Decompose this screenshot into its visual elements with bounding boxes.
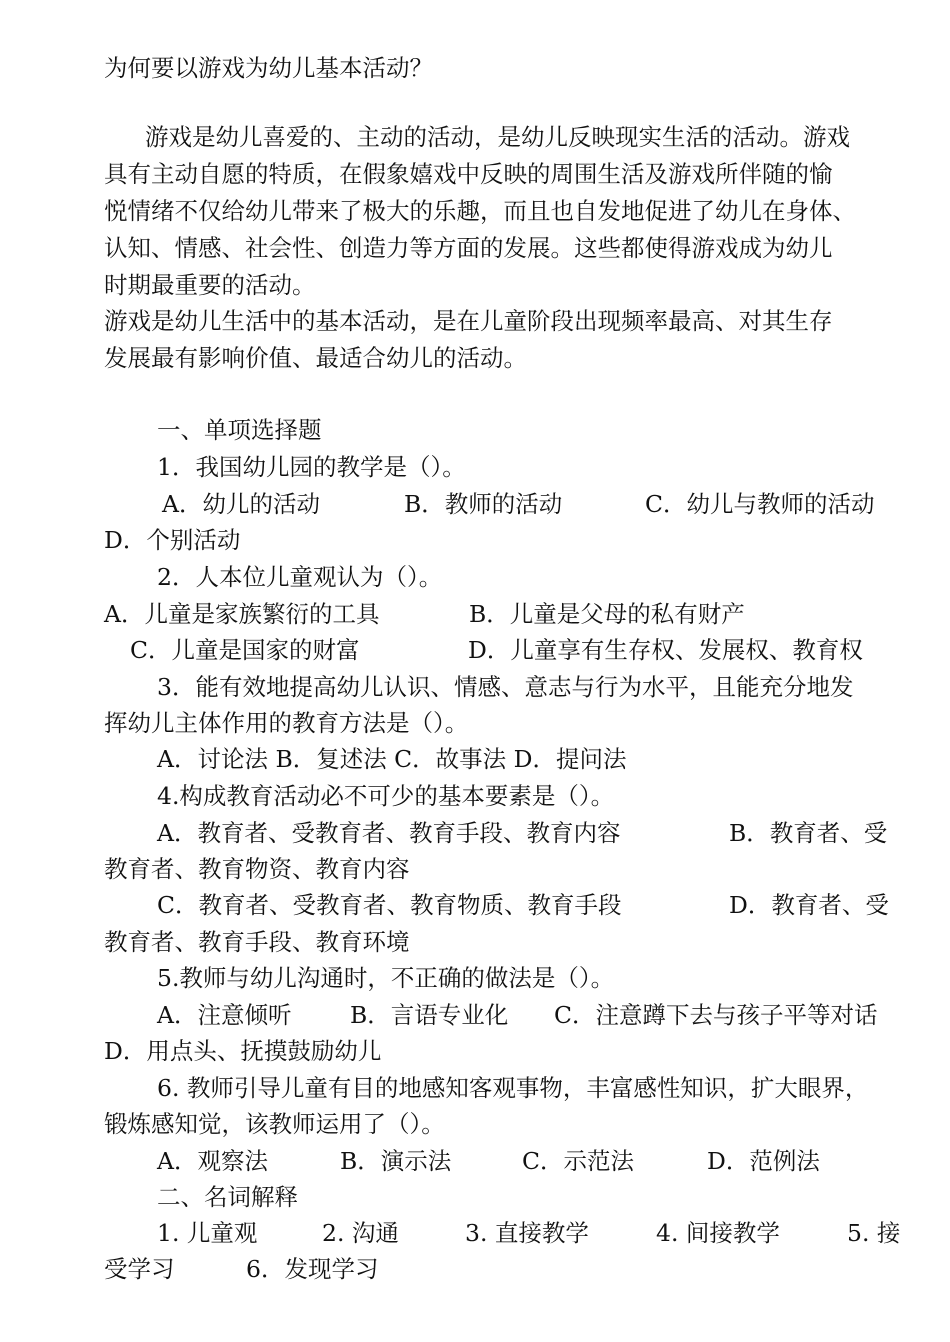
q6-option-d: D．范例法 <box>707 1147 820 1175</box>
q4-option-c: C．教育者、受教育者、教育物质、教育手段 <box>157 891 622 919</box>
section-heading-choice: 一、单项选择题 <box>157 416 322 444</box>
q5-option-b: B．言语专业化 <box>350 1001 509 1029</box>
terms-row-1 <box>157 1215 902 1251</box>
q4-option-a: A．教育者、受教育者、教育手段、教育内容 <box>157 819 621 847</box>
terms-row-2 <box>104 1251 904 1287</box>
q2-options-row-1 <box>104 596 904 632</box>
para1-line-4: 认知、情感、社会性、创造力等方面的发展。这些都使得游戏成为幼儿 <box>104 234 833 262</box>
term-5-cont: 受学习 <box>104 1255 175 1283</box>
q4-option-d: D．教育者、受 <box>729 891 889 919</box>
q2-option-d: D．儿童享有生存权、发展权、教育权 <box>468 636 863 664</box>
term-4: 4. 间接教学 <box>656 1219 780 1247</box>
q4-option-b: B．教育者、受 <box>729 819 888 847</box>
q2-option-c: C．儿童是国家的财富 <box>130 636 360 664</box>
q5-stem: 5.教师与幼儿沟通时，不正确的做法是（）。 <box>157 964 615 992</box>
q2-option-a: A．儿童是家族繁衍的工具 <box>104 600 380 628</box>
q1-options-row <box>162 486 900 522</box>
para2-line-1: 游戏是幼儿生活中的基本活动，是在儿童阶段出现频率最高、对其生存 <box>104 307 833 335</box>
q3-options: A．讨论法 B．复述法 C．故事法 D．提问法 <box>157 745 627 773</box>
para1-line-5: 时期最重要的活动。 <box>104 271 316 299</box>
page-title: 为何要以游戏为幼儿基本活动？ <box>104 54 433 82</box>
q4-options-row-2 <box>157 887 902 923</box>
q1-option-a: A．幼儿的活动 <box>162 490 320 518</box>
q6-option-a: A．观察法 <box>157 1147 268 1175</box>
q1-option-d: D．个别活动 <box>104 526 241 554</box>
q1-option-b: B．教师的活动 <box>404 490 563 518</box>
q2-stem: 2．人本位儿童观认为（）。 <box>157 563 443 591</box>
term-2: 2. 沟通 <box>322 1219 399 1247</box>
q4-stem: 4.构成教育活动必不可少的基本要素是（）。 <box>157 782 615 810</box>
q5-option-c: C．注意蹲下去与孩子平等对话 <box>554 1001 878 1029</box>
term-3: 3. 直接教学 <box>465 1219 589 1247</box>
q1-stem: 1．我国幼儿园的教学是（）。 <box>157 453 466 481</box>
q4-options-row-1 <box>157 815 902 851</box>
para1-line-3: 悦情绪不仅给幼儿带来了极大的乐趣，而且也自发地促进了幼儿在身体、 <box>104 197 856 225</box>
q6-stem-line-1: 6. 教师引导儿童有目的地感知客观事物，丰富感性知识，扩大眼界， <box>157 1074 869 1102</box>
q3-stem-line-1: 3．能有效地提高幼儿认识、情感、意志与行为水平，且能充分地发 <box>157 673 854 701</box>
q6-stem-line-2: 锻炼感知觉，该教师运用了（）。 <box>104 1110 445 1138</box>
q4-option-d-cont: 教育者、教育手段、教育环境 <box>104 928 410 956</box>
q6-option-c: C．示范法 <box>522 1147 634 1175</box>
q2-option-b: B．儿童是父母的私有财产 <box>469 600 745 628</box>
q5-options-row <box>157 997 950 1033</box>
q5-option-a: A．注意倾听 <box>157 1001 292 1029</box>
section-heading-terms: 二、名词解释 <box>157 1183 298 1211</box>
q5-option-d: D．用点头、抚摸鼓励幼儿 <box>104 1037 382 1065</box>
q2-options-row-2 <box>130 632 930 668</box>
para2-line-2: 发展最有影响价值、最适合幼儿的活动。 <box>104 344 527 372</box>
q3-stem-line-2: 挥幼儿主体作用的教育方法是（）。 <box>104 709 469 737</box>
para1-line-2: 具有主动自愿的特质，在假象嬉戏中反映的周围生活及游戏所伴随的愉 <box>104 160 833 188</box>
term-5: 5. 接 <box>847 1219 901 1247</box>
term-1: 1. 儿童观 <box>157 1219 258 1247</box>
para1-line-1: 游戏是幼儿喜爱的、主动的活动，是幼儿反映现实生活的活动。游戏 <box>145 123 850 151</box>
q6-options-row <box>157 1143 950 1179</box>
q1-option-c: C．幼儿与教师的活动 <box>645 490 875 518</box>
term-6: 6．发现学习 <box>246 1255 379 1283</box>
q4-option-b-cont: 教育者、教育物资、教育内容 <box>104 855 410 883</box>
q6-option-b: B．演示法 <box>340 1147 452 1175</box>
